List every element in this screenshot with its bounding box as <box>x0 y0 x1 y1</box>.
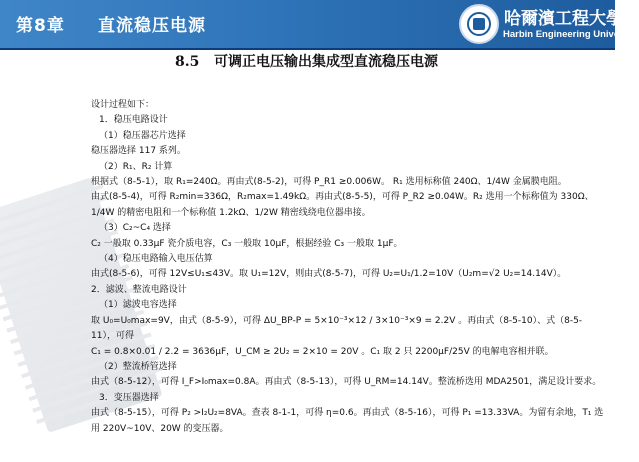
section-heading: 可调正电压输出集成型直流稳压电源 <box>213 54 438 70</box>
text-line: 由式(8-5-4)，可得 R₂min=336Ω，R₂max=1.49kΩ。再由式(8-5-5)，可得 P_R2 ≥0.04W。R₂ 选用一个标称值为 330Ω、1/4W 的精密电阻和一个标称值 1.2kΩ、1/2W 精密线绕电位器串接。 <box>91 192 594 218</box>
university-name-en: Harbin Engineering University <box>503 29 639 40</box>
university-seal-icon <box>459 4 499 44</box>
university-name-cn: 哈爾濱工程大學 <box>504 9 623 29</box>
text-line: 稳压器选择 117 系列。 <box>91 146 186 157</box>
text-line: （1）滤波电容选择 <box>99 300 177 311</box>
text-line: （2）整流桥管选择 <box>99 361 177 372</box>
text-line: （1）稳压器芯片选择 <box>99 130 186 141</box>
text-line: C₂ 一般取 0.33μF 瓷介质电容，C₃ 一般取 10μF，根据经验 C₃ 一般取 1μF。 <box>91 238 403 249</box>
text-line: 由式（8-5-15），可得 P₂ >I₂U₂=8VA。查表 8-1-1，可得 η=0.6。再由式（8-5-16），可得 P₁ =13.33VA。为留有余地，T₁ 选用 220V~10V、20W 的变压器。 <box>91 408 604 434</box>
text-line: （4）稳压电路输入电压估算 <box>99 254 213 265</box>
chapter-title: 直流稳压电源 <box>98 16 206 36</box>
text-line: 根据式（8-5-1），取 R₁=240Ω。再由式(8-5-2)，可得 P_R1 ≥0.006W。 R₁ 选用标称值 240Ω、1/4W 金属膜电阻。 <box>91 177 567 188</box>
chapter-number: 第8章 <box>16 16 65 36</box>
text-line: （2）R₁、R₂ 计算 <box>99 161 173 172</box>
body-text <box>91 98 606 437</box>
header-bar <box>0 0 639 48</box>
text-line: 1．稳压电路设计 <box>99 115 168 126</box>
text-line: 由式(8-5-6)，可得 12V≤U₁≤43V。取 U₁=12V，则由式(8-5-7)，可得 U₂=U₁/1.2=10V（U₂m=√2 U₂=14.14V）。 <box>91 269 567 280</box>
text-line: 取 U₀=U₀max=9V，由式（8-5-9），可得 ΔU_BP-P = 5×10⁻³×12 / 3×10⁻³×9 = 2.2V 。再由式（8-5-10）、式（8-5-11），可得 <box>91 315 583 342</box>
section-title <box>175 50 615 74</box>
text-line: 设计过程如下： <box>91 100 155 110</box>
text-line: C₁ = 0.8×0.01 / 2.2 = 3636μF，U_CM ≥ 2U₂ = 2×10 = 20V 。C₁ 取 2 只 2200μF/25V 的电解电容相并联。 <box>91 346 554 357</box>
section-number: 8.5 <box>175 54 200 70</box>
text-line: 由式（8-5-12），可得 I_F>I₀max=0.8A。再由式（8-5-13），可得 U_RM=14.14V。整流桥选用 MDA2501，满足设计要求。 <box>91 377 602 388</box>
text-line: 3．变压器选择 <box>99 392 159 403</box>
text-line: （3）C₂~C₄ 选择 <box>99 223 171 234</box>
text-line: 2．滤波、整流电路设计 <box>91 284 187 295</box>
